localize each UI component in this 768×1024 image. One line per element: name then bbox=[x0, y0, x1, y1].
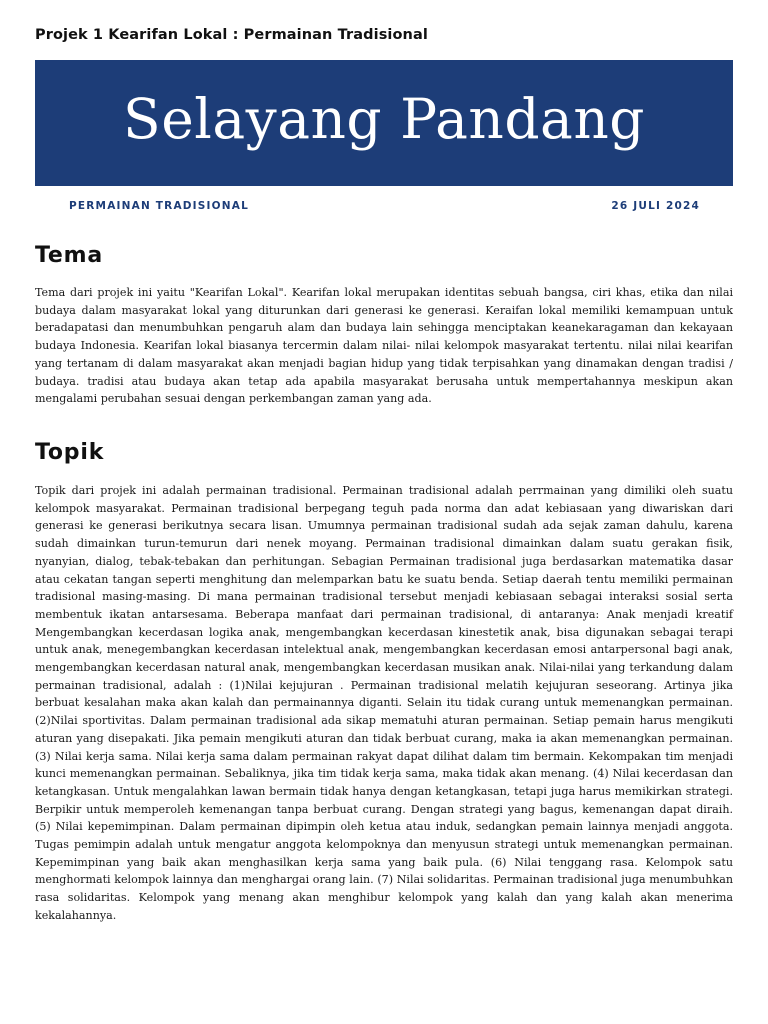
date-label: 26 JULI 2024 bbox=[611, 200, 700, 212]
section-body-topik: Topik dari projek ini adalah permainan tradisional. Permainan tradisional adalah perrmainan yang dimiliki oleh suatu kelompok masyarakat. Permainan tradisional berpegang teguh pada norma dan adat kebiasaan yang diwariskan dari generasi ke generasi berikutnya secara lisan. Umumnya permainan tradisional sudah ada sejak zaman dahulu, karena sudah dimainkan turun-temurun dari nenek moyang. Permainan tradisional dimainkan dalam suatu gerakan fisik, nyanyian, dialog, tebak-tebakan dan perhitungan. Sebagian Permainan tradisional juga berdasarkan matematika dasar atau cekatan tangan seperti menghitung dan melemparkan batu ke suatu benda. Setiap daerah tentu memiliki permainan tradisional masing-masing. Di mana permainan tradisional tersebut menjadi kebiasaan sebagai interaksi sosial serta membentuk ikatan antarsesama. Beberapa manfaat dari permainan tradisional, di antaranya: Anak menjadi kreatif Mengembangkan kecerdasan logika anak, mengembangkan kecerdasan kinestetik anak, bisa digunakan sebagai terapi untuk anak, menegembangkan kecerdasan intelektual anak, mengembangkan kecerdasan emosi antarpersonal bagi anak, mengembangkan kecerdasan natural anak, mengembangkan kecerdasan musikan anak. Nilai-nilai yang terkandung dalam permainan tradisional, adalah : (1)Nilai kejujuran . Permainan tradisional melatih kejujuran seseorang. Artinya jika berbuat kesalahan maka akan kalah dan permainannya diganti. Selain itu tidak curang untuk memenangkan permainan. (2)Nilai sportivitas. Dalam permainan tradisional ada sikap mematuhi aturan permainan. Setiap pemain harus mengikuti aturan yang disepakati. Jika pemain mengikuti aturan dan tidak berbuat curang, maka ia akan memenangkan permainan. (3) Nilai kerja sama. Nilai kerja sama dalam permainan rakyat dapat dilihat dalam tim bermain. Kekompakan tim menjadi kunci memenangkan permainan. Sebaliknya, jika tim tidak kerja sama, maka tidak akan menang. (4) Nilai kecerdasan dan ketangkasan. Untuk mengalahkan lawan bermain tidak hanya dengan ketangkasan, tetapi juga harus memikirkan strategi. Berpikir untuk memperoleh kemenangan tanpa berbuat curang. Dengan strategi yang bagus, kemenangan dapat diraih. (5) Nilai kepemimpinan. Dalam permainan dipimpin oleh ketua atau induk, sedangkan pemain lainnya menjadi anggota. Tugas pemimpin adalah untuk mengatur anggota kelompoknya dan menyusun strategi untuk memenangkan permainan. Kepemimpinan yang baik akan menghasilkan kerja sama yang baik pula. (6) Nilai tenggang rasa. Kelompok satu menghormati kelompok lainnya dan menghargai orang lain. (7) Nilai solidaritas. Permainan tradisional juga menumbuhkan rasa solidaritas. Kelompok yang menang akan menghibur kelompok yang kalah dan yang kalah akan menerima kekalahannya. bbox=[35, 484, 733, 922]
category-label: PERMAINAN TRADISIONAL bbox=[69, 200, 249, 212]
section-body-tema: Tema dari projek ini yaitu "Kearifan Lokal". Kearifan lokal merupakan identitas sebuah bangsa, ciri khas, etika dan nilai budaya dalam masyarakat lokal yang diturunkan dari generasi ke generasi. Keraifan lokal memiliki kemampuan untuk beradapatasi dan menumbuhkan pengaruh alam dan budaya lain sehingga menciptakan keanekaragaman dan kekayaan budaya Indonesia. Kearifan lokal biasanya tercermin dalam nilai- nilai kelompok masyarakat tertentu. nilai nilai kearifan yang tertanam di dalam masyarakat akan menjadi bagian hidup yang tidak terpisahkan yang dinamakan dengan tradisi / budaya. tradisi atau budaya akan tetap ada apabila masyarakat berusaha untuk mempertahannya meskipun akan mengalami perubahan sesuai dengan perkembangan zaman yang ada. bbox=[35, 286, 733, 406]
title-banner bbox=[35, 60, 733, 186]
banner-title: Selayang Pandang bbox=[123, 87, 645, 151]
section-heading-topik: Topik bbox=[35, 440, 105, 465]
document-title: Projek 1 Kearifan Lokal : Permainan Tradisional bbox=[35, 27, 428, 43]
section-heading-tema: Tema bbox=[35, 243, 103, 268]
